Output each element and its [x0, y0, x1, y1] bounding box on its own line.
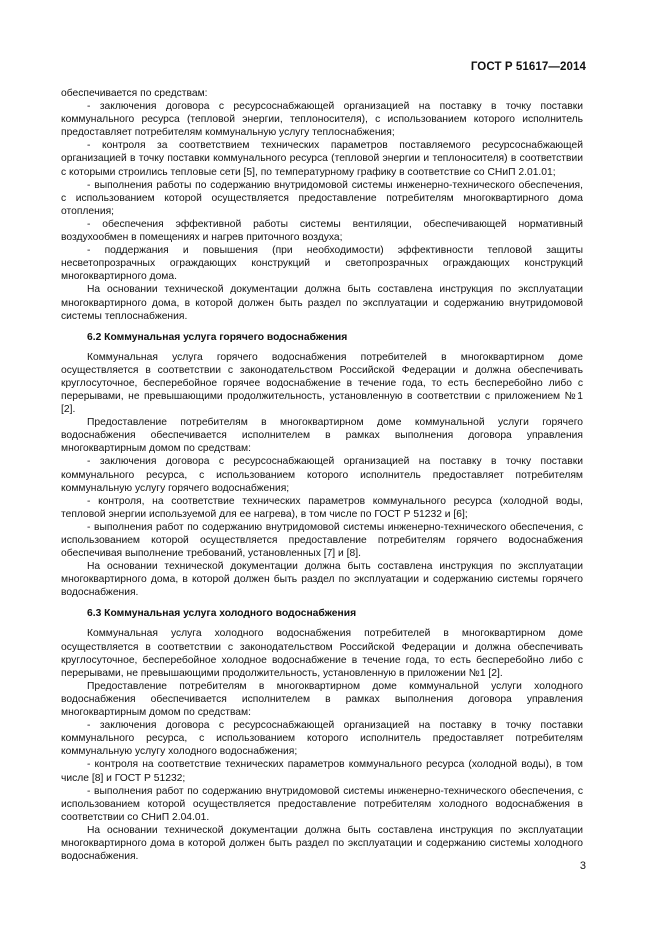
list-item: - заключения договора с ресурсоснабжающей организацией на поставку в точку поставки коммунального ресурса, с использованием которого исполнитель предоставляет потребителям коммунальную услугу холодного водоснабжения;: [61, 720, 583, 758]
block1-closing-paragraph: На основании технической документации должна быть составлена инструкция по эксплуатации многоквартирного дома, в которой должен быть раздел по эксплуатации и содержанию внутридомовой системы теплоснабжения.: [61, 284, 583, 322]
list-item: - контроля, на соответствие технических параметров коммунального ресурса (холодной воды, тепловой энергии используемой для ее нагрева), в том числе по ГОСТ Р 51232 и [6];: [61, 495, 583, 520]
list-item: - обеспечения эффективной работы системы вентиляции, обеспечивающей нормативный воздухообмен в помещениях и нагрев приточного воздуха;: [61, 218, 583, 244]
document-body: [61, 87, 583, 863]
section-6-3-heading: 6.3 Коммунальная услуга холодного водоснабжения: [87, 608, 357, 620]
section-6-2-closing-paragraph: На основании технической документации должна быть составлена инструкция по эксплуатации многоквартирного дома, в которой должен быть раздел по эксплуатации и содержанию системы горячего водоснабжения.: [61, 561, 583, 599]
list-item: - выполнения работ по содержанию внутридомовой системы инженерно-технического обеспечения, с использованием которой осуществляется предоставление потребителям горячего водоснабжения обеспечивая выполнение требований, установленных [7] и [8].: [61, 521, 583, 560]
list-item: - заключения договора с ресурсоснабжающей организацией на поставку в точку поставки коммунального ресурса, с использованием которого исполнитель предоставляет потребителям коммунальную услугу горячего водоснабжения;: [61, 456, 583, 494]
list-item: - поддержания и повышения (при необходимости) эффективности тепловой защиты несветопрозрачных ограждающих конструкций и светопрозрачных ограждающих конструкций многоквартирного дома.: [61, 245, 583, 283]
list-item: - контроля на соответствие технических параметров коммунального ресурса (холодной воды), в том числе [8] и ГОСТ Р 51232;: [61, 759, 583, 784]
document-code-header: ГОСТ Р 51617—2014: [470, 61, 586, 73]
section-6-2-paragraph-1: Коммунальная услуга горячего водоснабжения потребителей в многоквартирном доме осуществляется в соответствии с законодательством Российской Федерации и должна обеспечивать круглосуточное, бесперебойное горячее водоснабжение в течение года, то есть бесперебойно либо с перерывами, не превышающими продолжительность, установленную в соответствии с приложением №1 [2].: [61, 351, 583, 416]
section-6-2-heading: 6.2 Коммунальная услуга горячего водоснабжения: [87, 331, 348, 343]
list-item: - выполнения работ по содержанию внутридомовой системы инженерно-технического обеспечения, с использованием которой осуществляется предоставление потребителям холодного водоснабжения в соответствии со СНиП 2.04.01.: [61, 785, 583, 823]
block1-intro: обеспечивается по средствам:: [61, 88, 208, 99]
page-number: 3: [579, 860, 586, 872]
list-item: - контроля за соответствием технических параметров поставляемого ресурсоснабжающей организацией в точку поставки коммунального ресурса (тепловой энергии и теплоносителя) в соответствии с которыми строились тепловые сети [5], по температурному графику в соответствие со СНиП 2.01.01;: [61, 140, 583, 178]
list-item: - выполнения работы по содержанию внутридомовой системы инженерно-технического обеспечения, с использованием которой осуществляется предоставление потребителям многоквартирного дома отопления;: [61, 179, 583, 217]
section-6-3-paragraph-2: Предоставление потребителям в многоквартирном доме коммунальной услуги холодного водоснабжения обеспечивается исполнителем в рамках выполнения договора управления многоквартирным домом по средствам:: [61, 680, 583, 719]
section-6-2-paragraph-2: Предоставление потребителям в многоквартирном доме коммунальной услуги горячего водоснабжения обеспечивается исполнителем в рамках выполнения договора управления многоквартирным домом по средствам:: [61, 417, 583, 455]
section-6-3-closing-paragraph: На основании технической документации должна быть составлена инструкция по эксплуатации многоквартирного дома в которой должен быть раздел по эксплуатации и содержанию системы холодного водоснабжения.: [61, 824, 583, 863]
list-item: - заключения договора с ресурсоснабжающей организацией на поставку в точку поставки коммунального ресурса (тепловой энергии, теплоносителя), с использованием которого исполнитель предоставляет потребителям коммунальную услугу теплоснабжения;: [61, 101, 583, 139]
section-6-3-paragraph-1: Коммунальная услуга холодного водоснабжения потребителей в многоквартирном доме осуществляется в соответствии с законодательством Российской Федерации и должна обеспечивать круглосуточное, бесперебойное холодное водоснабжение в течение года, то есть бесперебойно либо с перерывами, не превышающими продолжительность, установленную в приложении №1 [2].: [61, 628, 583, 679]
